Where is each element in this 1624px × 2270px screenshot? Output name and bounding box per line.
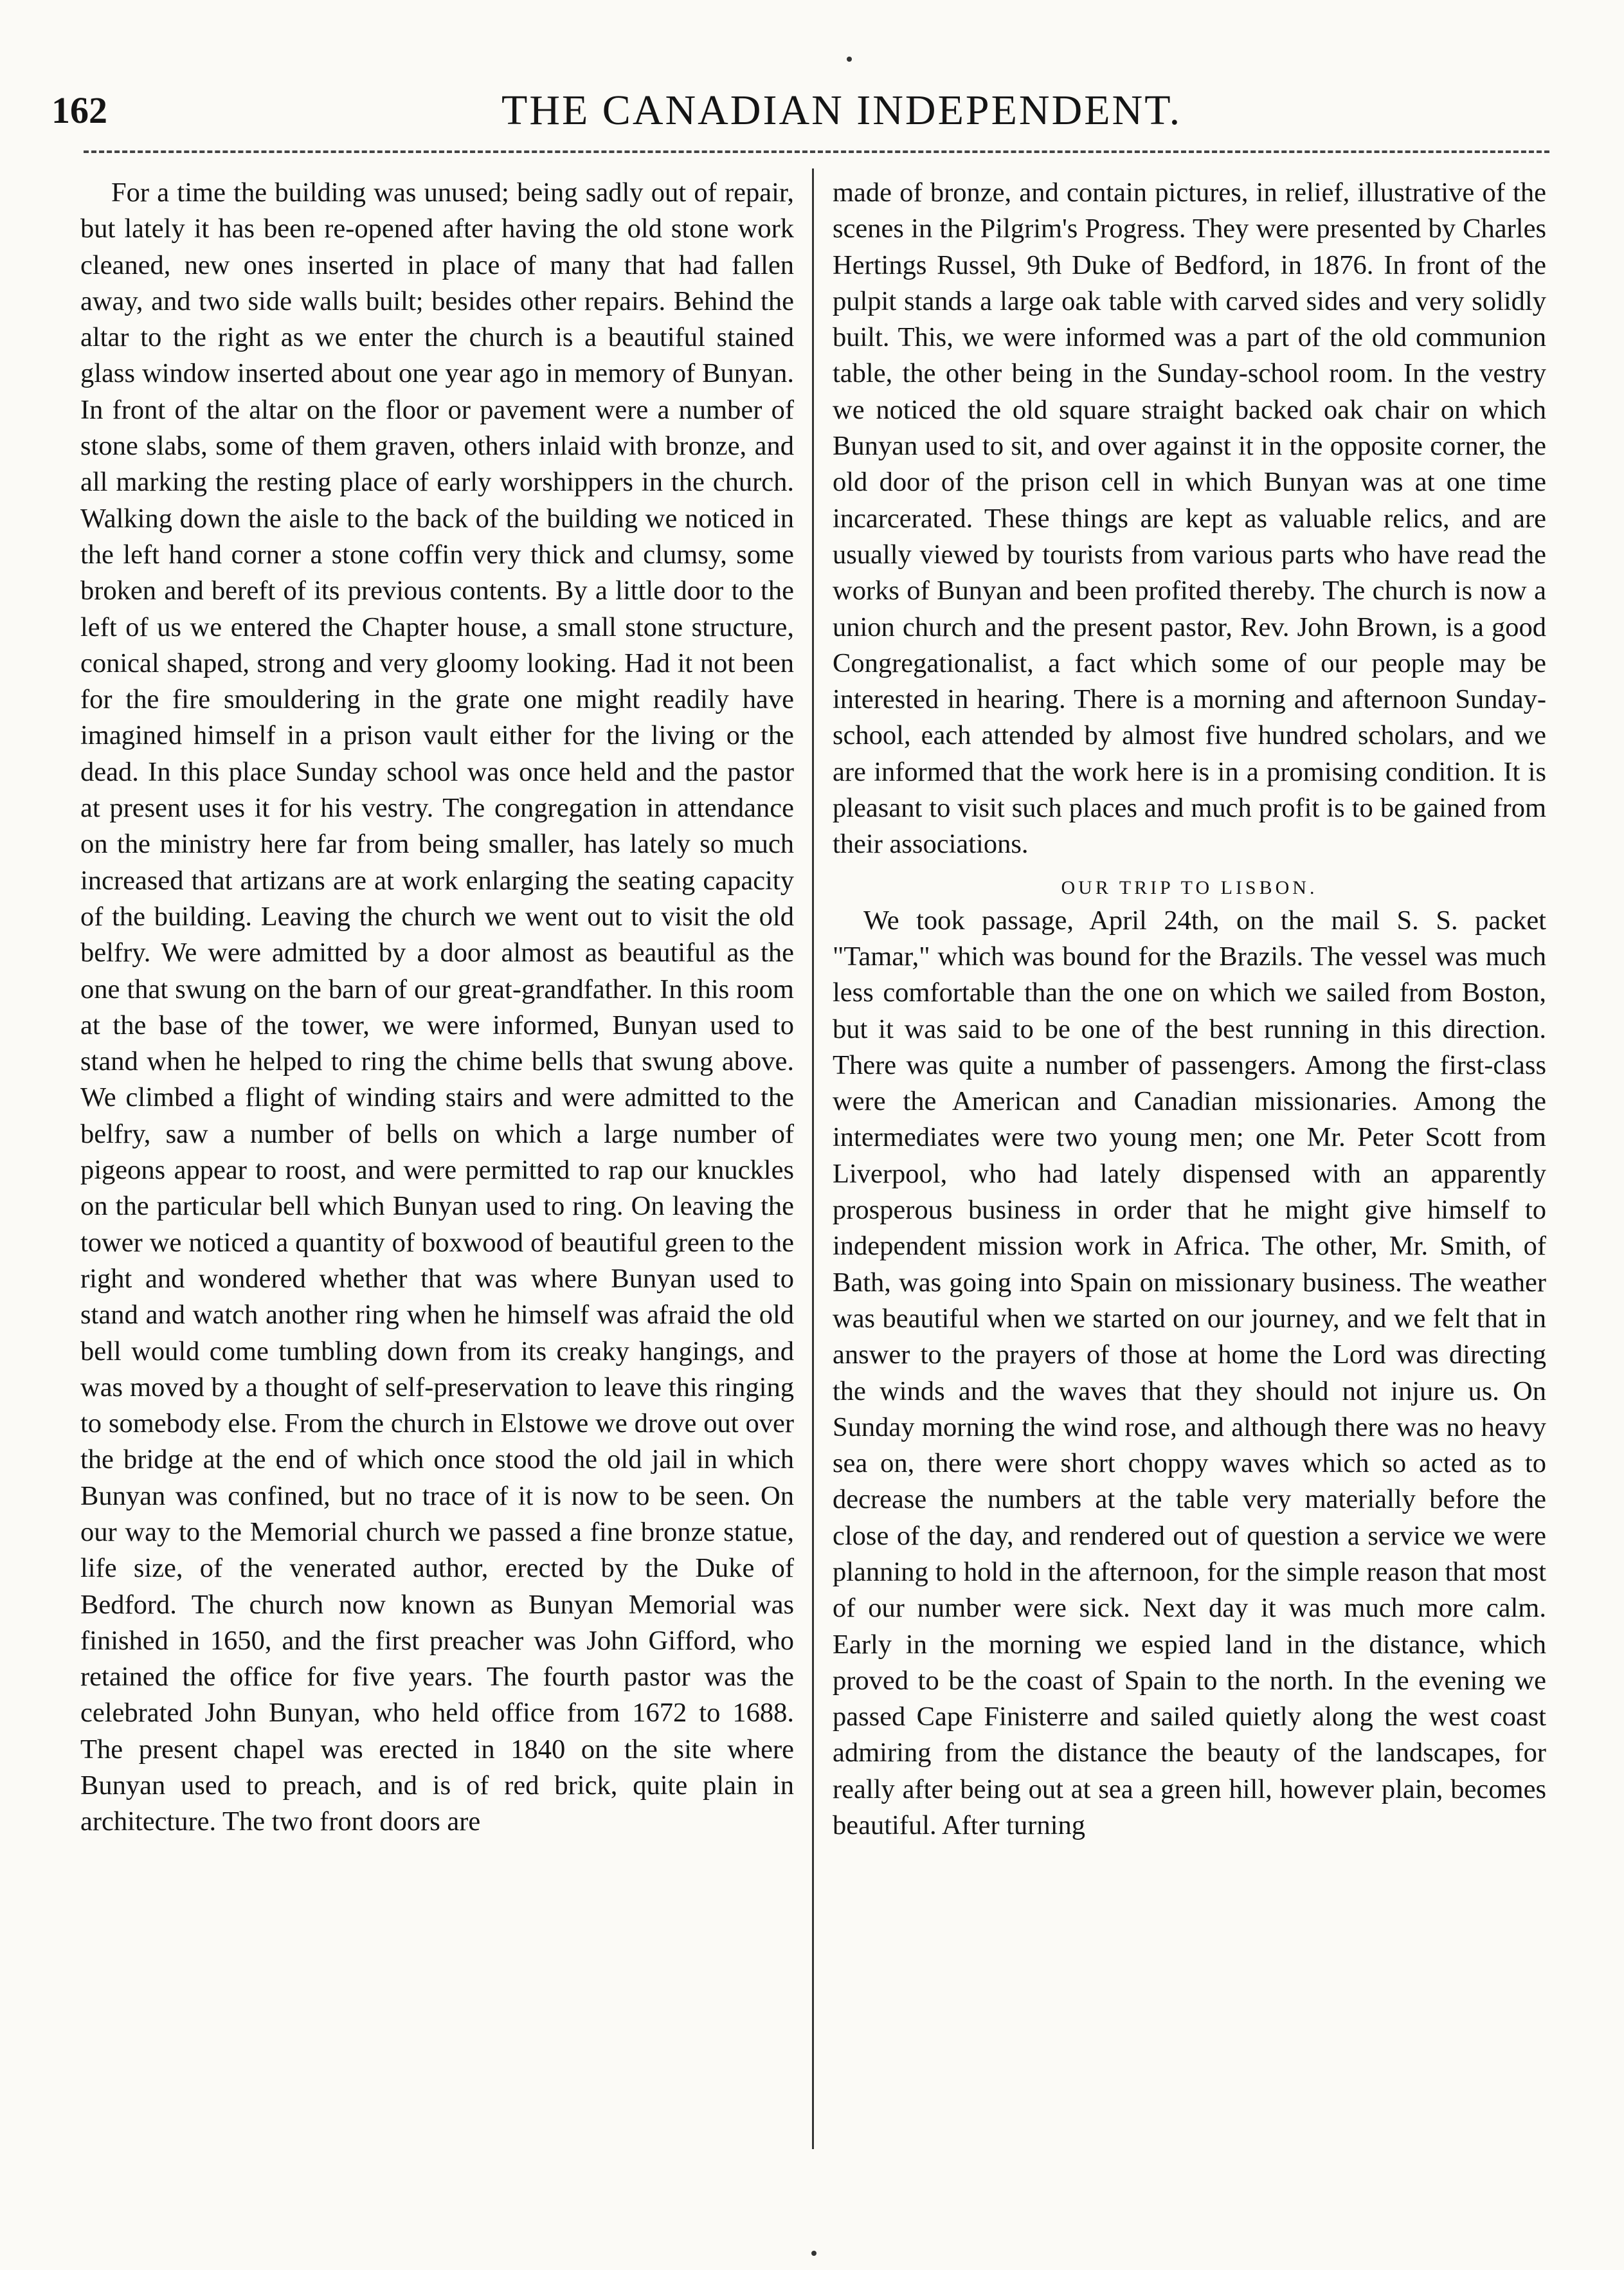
article-continuation: made of bronze, and contain pictures, in relief, illustrative of the scenes in the Pilgrim's Progress. They were presented by Charles Hertings Russel, 9th Duke of Bedford, in 1876. In front of the pulpit stands a large oak table with carved sides and very solidly built. This, we were informed was a part of the old communion table, the other being in the Sunday-school room. In the vestry we noticed the old square straight backed oak chair on which Bunyan used to sit, and over against it in the opposite corner, the old door of the prison cell in which Bunyan was at one time incarcerated. These things are kept as valuable relics, and are usually viewed by tourists from various parts who have read the works of Bunyan and been profited thereby. The church is now a union church and the present pastor, Rev. John Brown, is a good Congregationalist, a fact which some of our people may be interested in hearing. There is a morning and afternoon Sunday-school, each attended by almost five hundred scholars, and we are informed that the work here is in a promising condition. It is pleasant to visit such places and much profit is to be gained from their associations. [833,177,1546,860]
page-number: 162 [51,89,107,131]
article-paragraph: For a time the building was unused; being sadly out of repair, but lately it has been re-opened after having the old stone work cleaned, new ones inserted in place of many that had fallen away, and two side walls built; besides other repairs. Behind the altar to the right as we enter the church is a beautiful stained glass window inserted about one year ago in memory of Bunyan. In front of the altar on the floor or pavement were a number of stone slabs, some of them graven, others inlaid with bronze, and all marking the resting place of early worshippers in the church. Walking down the aisle to the back of the building we noticed in the left hand corner a stone coffin very thick and clumsy, some broken and bereft of its previous contents. By a little door to the left of us we entered the Chapter house, a small stone structure, conical shaped, strong and very gloomy looking. Had it not been for the fire smouldering in the grate one might readily have imagined himself in a prison vault either for the living or the dead. In this place Sunday school was once held and the pastor at present uses it for his vestry. The congregation in attendance on the ministry here far from being smaller, has lately so much increased that artizans are at work enlarging the seating capacity of the building. Leaving the church we went out to visit the old belfry. We were admitted by a door almost as beautiful as the one that swung on the barn of our great-grandfather. In this room at the base of the tower, we were informed, Bunyan used to stand when he helped to ring the chime bells that swung above. We climbed a flight of winding stairs and were admitted to the belfry, saw a number of bells on which a large number of pigeons appear to roost, and were permitted to rap our knuckles on the particular bell which Bunyan used to ring. On leaving the tower we noticed a quantity of boxwood of beautiful green to the right and wondered whether that was where Bunyan used to stand and watch another ring when he himself was afraid the old bell would come tumbling down from its creaky hangings, and was moved by a thought of self-preservation to leave this ringing to somebody else. From the church in Elstowe we drove out over the bridge at the end of which once stood the old jail in which Bunyan was confined, but no trace of it is now to be seen. On our way to the Memorial church we passed a fine bronze statue, life size, of the venerated author, erected by the Duke of Bedford. The church now known as Bunyan Memorial was finished in 1650, and the first preacher was John Gifford, who retained the office for five years. The fourth pastor was the celebrated John Bunyan, who held office from 1672 to 1688. The present chapel was erected in 1840 on the site where Bunyan used to preach, and is of red brick, quite plain in architecture. The two front doors are [80,177,794,1837]
header-rule [84,150,1549,153]
section-paragraph: We took passage, April 24th, on the mail S. S. packet "Tamar," which was bound for the Brazils. The vessel was much less comfortable than the one on which we sailed from Boston, but it was said to be one of the best running in this direction. There was quite a number of passengers. Among the first-class were the American and Canadian missionaries. Among the intermediates were two young men; one Mr. Peter Scott from Liverpool, who had lately dispensed with an apparently prosperous business in order that he might give himself to independent mission work in Africa. The other, Mr. Smith, of Bath, was going into Spain on missionary business. The weather was beautiful when we started on our journey, and we felt that in answer to the prayers of those at home the Lord was directing the winds and the waves that they should not injure us. On Sunday morning the wind rose, and although there was no heavy sea on, there were short choppy waves which so acted as to decrease the numbers at the table very materially before the close of the day, and rendered out of question a service we were planning to hold in the afternoon, for the simple reason that most of our number were sick. Next day it was much more calm. Early in the morning we espied land in the distance, which proved to be the coast of Spain to the north. In the evening we passed Cape Finisterre and sailed quietly along the west coast admiring from the distance the beauty of the landscapes, for really after being out at sea a green hill, however plain, becomes beautiful. After turning [833,905,1546,1841]
print-speck [811,2251,817,2256]
left-column [80,175,794,1840]
column-divider [812,168,814,2149]
section-heading: OUR TRIP TO LISBON. [1061,876,1318,898]
print-speck [847,57,852,62]
right-column [833,175,1546,1844]
running-title: THE CANADIAN INDEPENDENT. [501,87,1182,134]
page-header [51,76,1530,147]
